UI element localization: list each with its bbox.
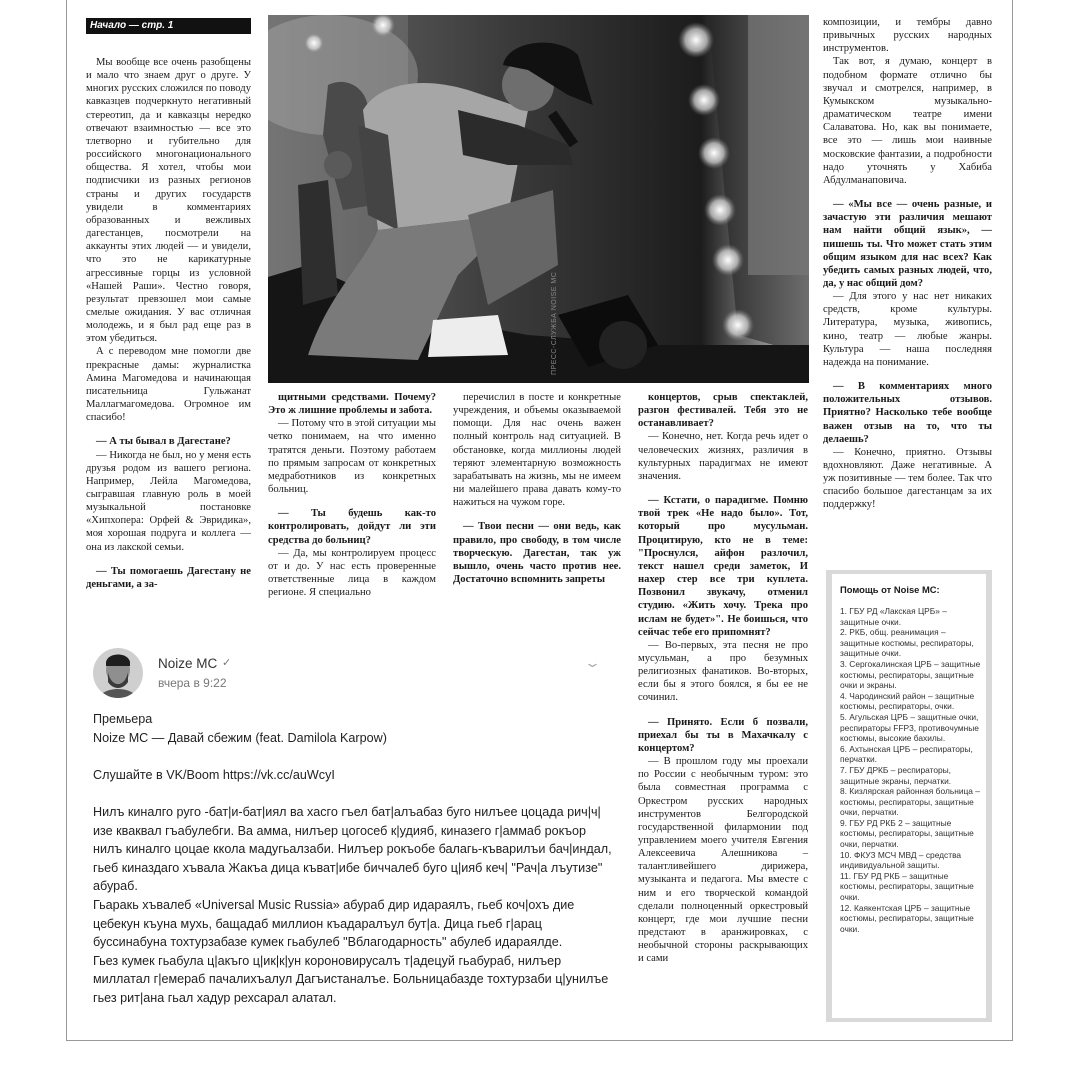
vk-post bbox=[80, 640, 626, 1036]
interview-question: концертов, срыв спектаклей, разгон фестивалей. Тебя это не останавливает? bbox=[638, 392, 808, 430]
help-list-item: 11. ГБУ РД РКБ – защитные костюмы, респираторы, защитные очки. bbox=[840, 870, 974, 903]
help-list-item: 10. ФКУЗ МСЧ МВД – средства индивидуальной защиты. bbox=[840, 849, 962, 871]
post-timestamp[interactable]: вчера в 9:22 bbox=[158, 676, 227, 690]
interview-question: — Ты будешь как-то контролировать, дойдут ли эти средства до больниц? bbox=[268, 508, 436, 546]
interview-question: — Ты помогаешь Дагестану не деньгами, а за- bbox=[86, 565, 251, 590]
post-text bbox=[93, 710, 613, 1008]
post-author-name[interactable]: Noize MC bbox=[158, 656, 218, 671]
photo-credit: ПРЕСС-СЛУЖБА NOISE MC bbox=[551, 271, 558, 375]
article-column-3 bbox=[453, 391, 621, 586]
post-line: Noize MC — Давай сбежим (feat. Damilola Karpow) bbox=[93, 730, 387, 745]
interview-question: — Принято. Если б позвали, приехал бы ты в Махачкалу с концертом? bbox=[638, 716, 808, 754]
help-list-item: 3. Сергокалинская ЦРБ – защитные костюмы, респираторы, защитные очки и экраны. bbox=[840, 658, 981, 691]
help-list-item: 8. Кизлярская районная больница – костюмы, респираторы, защитные очки, перчатки. bbox=[840, 786, 980, 818]
post-line bbox=[93, 747, 613, 766]
post-line: Гьаракь хъвалеб «Universal Music Russia» абураб дир идараялъ, гьеб коч|охъ дие цебекун къуна мухь, бащадаб миллион къадаралъул бут|а. Дица гьеб г|арац буссинабуна тохтурзабазе кумек гьабулеб "Вблагодарность" абулеб идараялде. bbox=[93, 897, 575, 950]
article-paragraph: — Для этого у нас нет никаких средств, кроме культуры. Литература, музыка, живопись, кино, театр — любые жанры. Культура — наша последняя надежда на понимание. bbox=[823, 291, 992, 368]
chevron-down-icon[interactable]: ⌄ bbox=[583, 655, 602, 670]
article-column-5 bbox=[823, 16, 992, 512]
help-list-item: 4. Чародинский район – защитные костюмы, респираторы, очки. bbox=[840, 690, 975, 712]
article-column-2 bbox=[268, 391, 436, 599]
article-paragraph: — В прошлом году мы проехали по России с необычным туром: это была совместная программа с Оркестром русских народных инструментов Белгородской государственной филармонии под управлением моего учителя Евгения Алексеевича Алешникова – талантливейшего дирижера, музыканта и педагога. Мы вместе с ним и его творческой командой сделали полноценный оркестровый концерт, где мои лучшие песни предстают в аранжировках, с необычной стороны раскрывающих и сами bbox=[638, 756, 808, 965]
avatar-image bbox=[93, 648, 143, 698]
post-line: Премьера bbox=[93, 712, 153, 726]
help-list-item: 12. Каякентская ЦРБ – защитные костюмы, респираторы, защитные очки. bbox=[840, 902, 974, 934]
article-paragraph: Мы вообще все очень разобщены и мало что знаем друг о друге. У многих русских сложился по поводу кавказцев подчеркнуто негативный стереотип, да и кавказцы нередко отвечают взаимностью — все это тлетворно и губительно для российского многонационального общества. Я хотел, чтобы мои подписчики из разных регионов страны и других государств увидели в комментариях образованных и вежливых дагестанцев, посмотрели на аккаунты этих людей — и увидели, что это не карикатурные агрессивные горцы из условной «Нашей Раши». Честно говоря, результат превзошел мои самые смелые ожидания. У вас отличная молодежь, и я был рад еще раз в этом убедиться. bbox=[86, 57, 251, 345]
article-column-4 bbox=[638, 391, 808, 966]
verified-icon: ✓ bbox=[222, 657, 232, 669]
help-list-item: 6. Ахтынская ЦРБ – респираторы, перчатки. bbox=[840, 743, 973, 765]
article-paragraph: Так вот, я думаю, концерт в подобном формате отлично бы звучал и смотрелся, например, в Кумыкском музыкально-драматическом театре имени Салаватова. Но, как вы понимаете, все это — лишь мои наивные московские фантазии, а подробности надо уточнять у Хабиба Абдулманаповича. bbox=[823, 56, 992, 186]
help-list-item: 5. Агульская ЦРБ – защитные очки, респираторы FFP3, противочумные костюмы, высокие бахилы. bbox=[840, 711, 979, 744]
interview-question: — Кстати, о парадигме. Помню твой трек «Не надо было». Тот, который про мусульман. Процитирую, кто не в теме: "Проснулся, айфон разлочил, текст нашел среди заметок, И нахер стер все три куплета. Позвонил звукачу, отменил студию. «Жить хочу. Трека про ислам не будет»". Не боишься, что сейчас тебе его припомнят? bbox=[638, 495, 808, 638]
post-line: Нилъ киналго руго -бат|и-бат|иял ва хасго гъел бат|алъабаз буго нилъее цоцада рич|ч|изе кваквал гъабулебги. Ва амма, нилъер цогосеб к|удияб, киназего г|аммаб рокъор нилъ киналго цоцае ккола мадугьалзаби. Нилъер рокъобе балагь-къварилъи бач|индал, гьеб киназдаго хъвала Жакъа дица къват|ибе биччалеб буго ц|ияб кеч| "Рач|а лъутизе" абураб. bbox=[93, 804, 612, 894]
post-line: Гьез кумек гьабула ц|акъго ц|ик|к|ун короновирусалъ т|адецуй гьабураб, нилъер миллатал г|емераб пачалихъалул Дагъистаналъе. Больницабазде тохтурзаби ц|унилъе гьез рит|ана гьал хадур рехсарал алатал. bbox=[93, 953, 609, 1005]
help-title: Помощь от Noise MC: bbox=[840, 584, 940, 595]
help-list bbox=[832, 606, 986, 934]
help-list-item: 1. ГБУ РД «Лакская ЦРБ» – защитные очки. bbox=[840, 606, 947, 627]
help-sidebar bbox=[826, 570, 992, 1022]
help-list-item: 2. РКБ, общ. реанимация – защитные костюмы, респираторы, защитные очки. bbox=[840, 627, 974, 659]
article-paragraph: — Потому что в этой ситуации мы четко понимаем, на что именно тратятся деньги. Поэтому работаем по прямым запросам от конкретных медработников из конкретных больниц. bbox=[268, 418, 436, 496]
interview-question: — В комментариях много положительных отзывов. Приятно? Насколько тебе вообще важен отзыв на то, что ты делаешь? bbox=[823, 381, 992, 445]
interview-question: — А ты бывал в Дагестане? bbox=[96, 436, 231, 448]
continuation-tag: Начало — стр. 1 bbox=[86, 18, 251, 34]
concert-photo bbox=[268, 15, 809, 383]
article-paragraph: композиции, и тембры давно привычных русских народных инструментов. bbox=[823, 17, 992, 55]
help-list-item: 7. ГБУ ДРКБ – респираторы, защитные экраны, перчатки. bbox=[840, 764, 952, 786]
post-line bbox=[93, 784, 613, 803]
article-paragraph: — Да, мы контролируем процесс от и до. У нас есть проверенные ответственные лица в каждом регионе. Я специально bbox=[268, 547, 436, 599]
article-paragraph: — Никогда не был, но у меня есть друзья родом из вашего региона. Например, Лейла Магомедова, сыгравшая главную роль в моей музыкальной постановке «Хипхопера: Орфей & Эвридика», моя хорошая подруга и коллега — она из лакской семьи. bbox=[86, 449, 251, 553]
performer-image bbox=[268, 15, 809, 383]
post-link-line[interactable]: Слушайте в VK/Boom https://vk.cc/auWcyI bbox=[93, 767, 335, 782]
interview-question: щитными средствами. Почему? Это ж лишние проблемы и забота. bbox=[268, 392, 436, 417]
avatar[interactable] bbox=[93, 648, 143, 698]
article-paragraph: перечислил в посте и конкретные учреждения, и объемы оказываемой помощи. Для нас очень важен полный контроль над ситуацией. В обстановке, когда миллионы людей теряют элементарную возможность зарабатывать на жизнь, мы не имеем ни малейшего права давать кому-то нажиться на чужом горе. bbox=[453, 392, 621, 509]
interview-question: — Твои песни — они ведь, как правило, про свободу, в том числе творческую. Дагестан, так уж вышло, очень часто против нее. Достаточно вспомнить запреты bbox=[453, 521, 621, 586]
article-paragraph: — Конечно, приятно. Отзывы вдохновляют. Даже негативные. А уж позитивные — тем более. Так что спасибо большое дагестанцам за их поддержку! bbox=[823, 446, 992, 511]
interview-question: — «Мы все — очень разные, и зачастую эти различия мешают нам найти общий язык», — пишешь ты. Что может стать этим общим языком для нас всех? Как убедить самых разных людей, что, да, у нас общий дом? bbox=[823, 199, 992, 289]
article-paragraph: — Во-первых, эта песня не про мусульман, а про безумных религиозных фанатиков. Во-вторых, если бы я этого боялся, я бы ее не сочинил. bbox=[638, 639, 808, 704]
article-paragraph: А с переводом мне помогли две прекрасные дамы: журналистка Амина Магомедова и начинающая писательница Гульжанат Маллагмагомедова. Огромное им спасибо! bbox=[86, 346, 251, 424]
help-list-item: 9. ГБУ РД РКБ 2 – защитные костюмы, респираторы, защитные очки, перчатки. bbox=[840, 817, 974, 850]
article-paragraph: — Конечно, нет. Когда речь идет о человеческих жизнях, различия в культурных парадигмах не имеют значения. bbox=[638, 431, 808, 482]
article-column-1 bbox=[86, 56, 251, 591]
